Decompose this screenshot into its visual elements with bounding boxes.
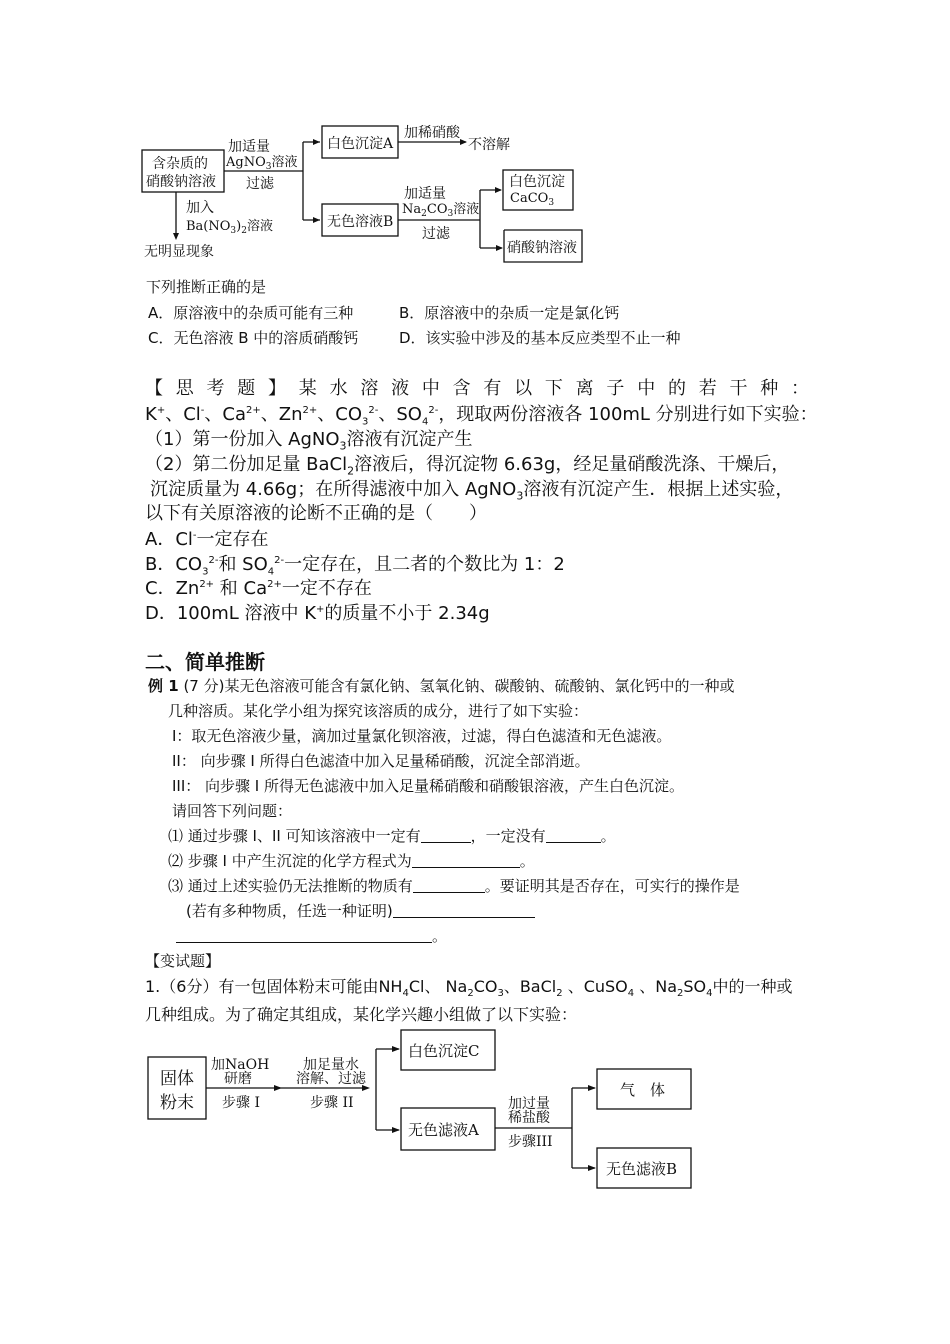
q1-option-c: C．无色溶液 B 中的溶质硝酸钙 bbox=[148, 329, 359, 347]
think-intro: 【思考题】某水溶液中含有以下离子中的若干种： bbox=[145, 378, 809, 399]
d1-start-line2: 硝酸钠溶液 bbox=[146, 174, 216, 190]
d1-result-down: 无明显现象 bbox=[144, 244, 214, 260]
d2-a2-mid: 溶解、过滤 bbox=[296, 1071, 366, 1087]
d1-down-label2: $Ba(NO_3)_2$溶液 bbox=[186, 219, 273, 236]
d1-start-line1: 含杂质的 bbox=[152, 156, 208, 172]
example-line1: 例 1 (7 分)某无色溶液可能含有氯化钠、氢氧化钠、碳酸钠、硫酸钠、氯化钙中的一种或 bbox=[148, 677, 735, 695]
flow-diagram-2 bbox=[0, 1020, 950, 1200]
answer-blank-4[interactable] bbox=[413, 892, 485, 893]
think-step2-line3: 以下有关原溶液的论断不正确的是（ ） bbox=[145, 503, 487, 524]
d1-box-b: 无色溶液B bbox=[327, 214, 394, 230]
example-step3: III： 向步骤 I 所得无色滤液中加入足量稀硝酸和硝酸银溶液，产生白色沉淀。 bbox=[172, 777, 685, 795]
think-option-b: B．$CO_3^{2-}$和 $SO_4^{2-}$一定存在，且二者的个数比为 1：2 bbox=[145, 554, 565, 578]
example-line2: 几种溶质。某化学小组为探究该溶质的成分，进行了如下实验： bbox=[168, 702, 589, 720]
d2-a3-bottom: 步骤III bbox=[508, 1134, 553, 1150]
d1-arrow1-mid: AgNO$_3$溶液 bbox=[226, 155, 298, 172]
q1-option-b: B．原溶液中的杂质一定是氯化钙 bbox=[399, 304, 620, 322]
think-ions: K+、Cl-、$Ca^{2+}$、$Zn^{2+}$、$CO_3^{2-}$、$SO_4^{2-}$，现取两份溶液各 100mL 分别进行如下实验： bbox=[145, 404, 818, 428]
d2-start-line1: 固体 bbox=[160, 1069, 194, 1089]
d2-box-c: 白色沉淀C bbox=[408, 1042, 480, 1060]
answer-blank-6[interactable] bbox=[176, 942, 432, 943]
d1-arrow-a-label: 加稀硝酸 bbox=[404, 125, 460, 141]
think-step2-line2: 沉淀质量为 4.66g；在所得滤液中加入 AgNO$_3$溶液有沉淀产生．根据上述实验， bbox=[150, 479, 794, 503]
q1-option-a: A．原溶液中的杂质可能有三种 bbox=[148, 304, 354, 322]
variant-label: 【变试题】 bbox=[145, 952, 221, 970]
variant-line1: 1.（6分）有一包固体粉末可能由$NH_4Cl$、 $Na_2CO_3$、BaCl$_2$ 、CuSO$_4$ 、$Na_2SO_4$中的一种或 bbox=[145, 977, 793, 1000]
d2-a1-bottom: 步骤 I bbox=[222, 1095, 260, 1111]
d1-box-c1: 白色沉淀 bbox=[509, 174, 565, 190]
d1-arrow-b-mid: $Na_2CO_3$溶液 bbox=[402, 202, 480, 219]
example-step2: II： 向步骤 I 所得白色滤渣中加入足量稀硝酸，沉淀全部消逝。 bbox=[172, 752, 590, 770]
d1-arrow-b-bottom: 过滤 bbox=[422, 226, 450, 242]
example-sub2: ⑵ 步骤 I 中产生沉淀的化学方程式为 。 bbox=[168, 852, 535, 870]
d2-a2-bottom: 步骤 II bbox=[310, 1095, 354, 1111]
d1-down-label1: 加入 bbox=[186, 200, 214, 216]
answer-blank-2[interactable] bbox=[546, 842, 601, 843]
d2-box-a: 无色滤液A bbox=[408, 1121, 479, 1139]
answer-blank-5[interactable] bbox=[393, 917, 535, 918]
section-title: 二、简单推断 bbox=[145, 650, 265, 674]
q1-option-d: D．该实验中涉及的基本反应类型不止一种 bbox=[399, 329, 681, 347]
answer-blank-3[interactable] bbox=[412, 867, 520, 868]
example-ask: 请回答下列问题： bbox=[172, 802, 293, 820]
d2-a1-top: 加NaOH bbox=[211, 1057, 270, 1073]
d2-box-b: 无色滤液B bbox=[606, 1160, 678, 1178]
think-step2: （2）第二份加足量 BaCl$_2$溶液后，得沉淀物 6.63g，经足量硝酸洗涤、干燥后， bbox=[145, 454, 790, 478]
example-step1: I：取无色溶液少量，滴加过量氯化钡溶液，过滤，得白色滤渣和无色滤液。 bbox=[172, 727, 672, 745]
d1-box-a: 白色沉淀A bbox=[327, 136, 394, 152]
d2-box-gas: 气 体 bbox=[620, 1081, 666, 1099]
example-sub3: ⑶ 通过上述实验仍无法推断的物质有 。要证明其是否存在，可实行的操作是 bbox=[168, 877, 740, 895]
d1-arrow1-top: 加适量 bbox=[228, 139, 270, 155]
answer-blank-1[interactable] bbox=[421, 842, 471, 843]
example-sub1: ⑴ 通过步骤 I、II 可知该溶液中一定有 ，一定没有 。 bbox=[168, 827, 616, 845]
d2-a3-top: 加过量 bbox=[508, 1096, 550, 1112]
d1-result-a: 不溶解 bbox=[468, 137, 510, 153]
d2-a1-mid: 研磨 bbox=[224, 1071, 252, 1087]
d1-box-d: 硝酸钠溶液 bbox=[507, 240, 577, 256]
q1-prompt: 下列推断正确的是 bbox=[146, 278, 267, 296]
think-option-a: A．Cl-一定存在 bbox=[145, 529, 269, 550]
d1-arrow1-bottom: 过滤 bbox=[246, 176, 274, 192]
flow-diagram-1 bbox=[0, 0, 950, 275]
think-option-d: D．100mL 溶液中 K+的质量不小于 2.34g bbox=[145, 603, 490, 624]
d2-a3-mid: 稀盐酸 bbox=[508, 1110, 550, 1126]
d2-start-line2: 粉末 bbox=[160, 1093, 194, 1113]
think-step1: （1）第一份加入 AgNO$_3$溶液有沉淀产生 bbox=[145, 429, 473, 453]
d2-a2-top: 加足量水 bbox=[303, 1057, 359, 1073]
example-sub3-line2: (若有多种物质，任选一种证明) bbox=[186, 900, 535, 921]
example-sub3-line3: 。 bbox=[176, 925, 447, 946]
think-option-c: C．$Zn^{2+}$ 和 $Ca^{2+}$一定不存在 bbox=[145, 578, 372, 599]
d1-box-c2: CaCO$_3$ bbox=[510, 191, 555, 208]
variant-line2: 几种组成。为了确定其组成，某化学兴趣小组做了以下实验： bbox=[145, 1005, 578, 1024]
d1-arrow-b-top: 加适量 bbox=[404, 186, 446, 202]
